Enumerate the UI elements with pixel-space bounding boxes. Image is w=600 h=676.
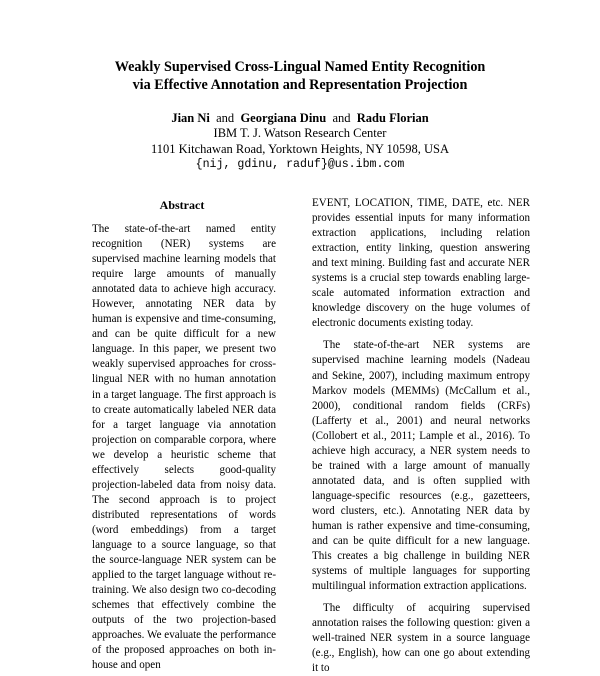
author-list — [0, 110, 600, 126]
introduction-column — [312, 196, 530, 676]
abstract-body: The state-of-the-art named entity recognition (NER) systems are supervised machine learning models that require large amounts of manually annotated data to achieve high accuracy. However, annotating NER data by human is expensive and time-consuming, and can be quite difficult for a new language. In this paper, we present two weakly supervised approaches for cross-lingual NER with no human annotation in a target language. The first approach is to create automatically labeled NER data for a target language via annotation projection on comparable corpora, where we develop a heuristic scheme that effectively selects good-quality projection-labeled data from noisy data. The second approach is to project distributed representations of words (word embeddings) from a target language to a source language, so that the source-language NER system can be applied to the target language without re-training. We also design two co-decoding schemes that effectively combine the outputs of the two projection-based approaches. We evaluate the performance of the proposed approaches on both in-house and open — [92, 223, 276, 672]
author-email: {nij, gdinu, raduf}@us.ibm.com — [195, 158, 405, 171]
title-line-1: Weakly Supervised Cross-Lingual Named Entity Recognition — [114, 59, 486, 75]
intro-paragraph-3: The difficulty of acquiring supervised annotation raises the following question: given a well-trained NER system in a source language (e.g., English), how can one go about extending it to — [312, 602, 530, 675]
author-address: 1101 Kitchawan Road, Yorktown Heights, NY 10598, USA — [150, 142, 450, 156]
author-name: Radu Florian — [356, 111, 429, 125]
paper-title — [0, 58, 600, 94]
intro-paragraph-1: EVENT, LOCATION, TIME, DATE, etc. NER provides essential inputs for many information extraction applications, including relation extraction, entity linking, question answering and text mining. Building fast and accurate NER systems is a crucial step towards enabling large-scale automated information extraction and knowledge discovery on the huge volumes of electronic documents existing today. — [312, 197, 530, 330]
author-name: Jian Ni — [171, 111, 210, 125]
author-conjunction: and — [332, 111, 351, 125]
author-name: Georgiana Dinu — [240, 111, 327, 125]
title-line-2: via Effective Annotation and Representation Projection — [132, 77, 468, 93]
author-conjunction: and — [216, 111, 235, 125]
intro-paragraph-2: The state-of-the-art NER systems are supervised machine learning models (Nadeau and Sekine, 2007), including maximum entropy Markov models (MEMMs) (McCallum et al., 2000), conditional random fields (CRFs) (Lafferty et al., 2001) and neural networks (Collobert et al., 2011; Lample et al., 2016). To achieve high accuracy, a NER system needs to be trained with a large amount of manually annotated data, and is often supplied with language-specific resources (e.g., gazetteers, word clusters, etc.). Annotating NER data by human is rather expensive and time-consuming, and can be quite difficult for a new language. This creates a big challenge in building NER systems of multiple languages for supporting multilingual information extraction applications. — [312, 339, 530, 593]
author-affiliation: IBM T. J. Watson Research Center — [213, 126, 387, 140]
abstract-heading: Abstract — [159, 198, 205, 212]
